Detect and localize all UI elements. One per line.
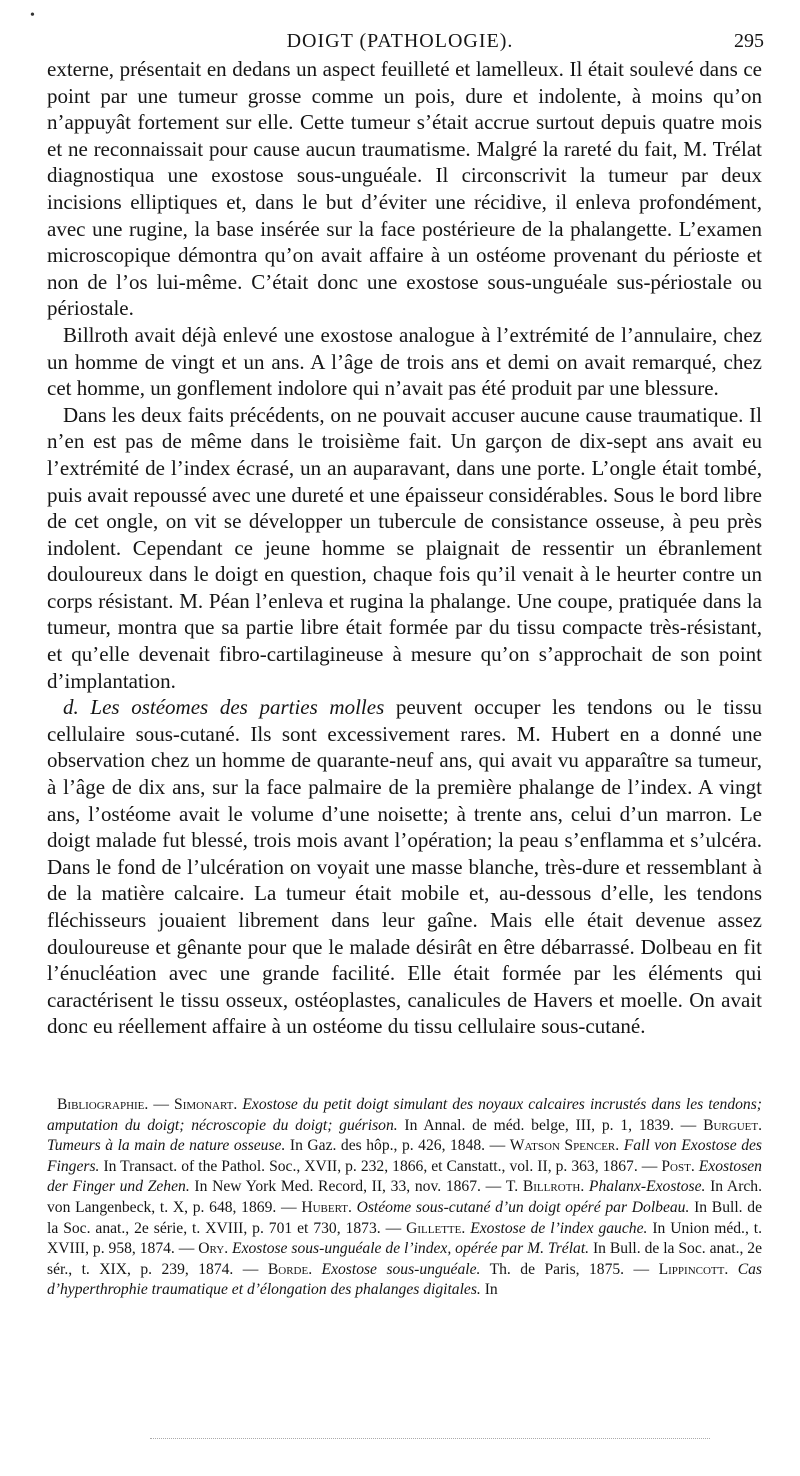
biblio-title: Exostose du petit doigt simulant des noyaux calcaires incrustés dans les tendons; amputation du doigt; nécroscopie du doigt; guérison. (47, 1096, 762, 1134)
biblio-title: Tumeurs à la main de nature osseuse. (47, 1137, 286, 1155)
biblio-author: Post. (661, 1157, 695, 1175)
biblio-title: Exostose de l’index gauche. (465, 1219, 648, 1237)
biblio-author: Lippincott. (658, 1260, 729, 1278)
biblio-entry (268, 1261, 649, 1278)
biblio-source: In Union méd., t. XVIII, p. 958, 1874. — (47, 1219, 763, 1258)
bottom-rule (150, 1438, 710, 1440)
biblio-title: Fall von Exostose des Fingers. (47, 1137, 762, 1175)
running-title: DOIGT (PATHOLOGIE). (286, 30, 514, 52)
biblio-source: Th. de Paris, 1875. — (480, 1260, 650, 1278)
biblio-title: Cas d’hyperthrophie traumatique et d’élongation des phalanges digitales. (47, 1260, 762, 1299)
section-letter: d. (63, 695, 79, 720)
paragraph-billroth: Billroth avait déjà enlevé une exostose analogue à l’extrémité de l’annulaire, chez un homme de vingt et un ans. A l’âge de trois ans et demi on avait remarqué, chez cet homme, un gonflement indolore qui n’avait pas été produit par une blessure. (47, 322, 762, 401)
biblio-title: Phalanx-Exostose. (584, 1178, 706, 1196)
biblio-title: Exostose sous-unguéale. (312, 1260, 481, 1278)
bibliography (47, 1095, 762, 1301)
biblio-source: In Arch. von Langenbeck, t. X, p. 648, 1869. — (47, 1178, 763, 1216)
biblio-source: In Gaz. des hôp., p. 426, 1848. — (285, 1137, 506, 1155)
biblio-author: Burguet. (703, 1116, 762, 1134)
paragraph-continuation: externe, présentait en dedans un aspect feuilleté et lamelleux. Il était soulevé dans ce point par une tumeur grosse comme un pois, dure et indolente, à moins qu’on n’appuyât fortement sur elle. Cette tumeur s’était accrue surtout depuis quatre mois et ne reconnaissait pour cause aucun traumatisme. Malgré la rareté du fait, M. Trélat diagnostiqua une exostose sous-unguéale. Il circonscrivit la tumeur par deux incisions elliptiques et, dans le but d’éviter une récidive, il enleva profondément, avec une rugine, la base insérée sur la face postérieure de la phalangette. L’examen microscopique démontra qu’on avait affaire à un ostéome provenant du périoste et non de l’os lui-même. C’était donc une exostose sous-unguéale sus-périostale ou périostale. (47, 57, 762, 321)
biblio-title: Ostéome sous-cutané d’un doigt opéré par Dolbeau. (351, 1198, 690, 1216)
biblio-author: Gillette. (406, 1219, 466, 1237)
body-text (47, 56, 762, 1040)
section-text: peuvent occuper les tendons ou le tissu cellulaire sous-cutané. Ils sont excessivement rares. M. Hubert en a donné une observation chez un homme de quarante-neuf ans, qui avait vu apparaître sa tumeur, à l’âge de dix ans, sur la face palmaire de la première phalange de l’index. A vingt ans, l’ostéome avait le volume d’une noisette; à trente ans, celui d’un marron. Le doigt malade fut blessé, trois mois avant l’opération; la peau s’enflamma et s’ulcéra. Dans le fond de l’ulcération on voyait une masse blanche, très-dure et ressemblant à de la matière calcaire. La tumeur était mobile et, au-dessous d’elle, les tendons fléchisseurs jouaient librement dans leur gaîne. Mais elle était devenue assez douloureuse et gênante pour que le malade désirât en être débarrassé. Dolbeau en fit l’énucléation avec une grande facilité. Elle était formée par les éléments qui caractérisent le tissu osseux, ostéoplastes, canalicules de Havers et moelle. On avait donc eu réellement affaire à un ostéome du tissu cellulaire sous-cutané. (47, 695, 762, 1039)
biblio-source: In New York Med. Record, II, 33, nov. 1867. — (189, 1178, 502, 1196)
section-heading: Les ostéomes des parties molles (90, 695, 385, 720)
biblio-title: Exostosen der Finger und Zehen. (47, 1157, 762, 1196)
biblio-entry (47, 1096, 762, 1134)
paragraph-osteomes (47, 694, 762, 1040)
biblio-source: In (480, 1281, 498, 1299)
biblio-source: In Transact. of the Pathol. Soc., XVII, p. 232, 1866, et Canstatt., vol. II, p. 363, 1867. — (99, 1157, 658, 1175)
biblio-author: Ory. (198, 1240, 229, 1258)
margin-mark: • (30, 8, 35, 23)
biblio-source: In Bull. de la Soc. anat., 2e sér., t. XIX, p. 239, 1874. — (47, 1240, 763, 1278)
page-number: 295 (734, 30, 764, 52)
biblio-author: Hubert. (301, 1198, 352, 1216)
biblio-author: Bibliographie. — Simonart. (57, 1096, 238, 1113)
biblio-author: Borde. (267, 1260, 313, 1278)
biblio-source: In Bull. de la Soc. anat., 2e série, t. XVIII, p. 701 et 730, 1873. — (47, 1198, 763, 1237)
biblio-source: In Annal. de méd. belge, III, p. 1, 1839. — (397, 1116, 697, 1134)
biblio-title: Exostose sous-unguéale de l’index, opérée par M. Trélat. (228, 1240, 590, 1258)
biblio-author: Watson Spencer. (509, 1137, 620, 1155)
paragraph-traumatic-case: Dans les deux faits précédents, on ne pouvait accuser aucune cause traumatique. Il n’en est pas de même dans le troisième fait. Un garçon de dix-sept ans avait eu l’extrémité de l’index écrasé, un an auparavant, dans une porte. L’ongle était tombé, puis avait repoussé avec une dureté et une épaisseur considérables. Sous le bord libre de cet ongle, on vit se développer un tubercule de consistance osseuse, à peu près indolent. Cependant ce jeune homme se plaignait de ressentir un ébranlement douloureux dans le doigt en question, chaque fois qu’il venait à le heurter contre un corps résistant. M. Péan l’enleva et rugina la phalange. Une coupe, pratiquée dans la tumeur, montra que sa partie libre était formée par du tissu compacte très-résistant, et qu’elle devenait fibro-cartilagineuse à mesure qu’on s’approchait de son point d’implantation. (47, 402, 762, 693)
biblio-author: T. Billroth. (505, 1178, 585, 1196)
